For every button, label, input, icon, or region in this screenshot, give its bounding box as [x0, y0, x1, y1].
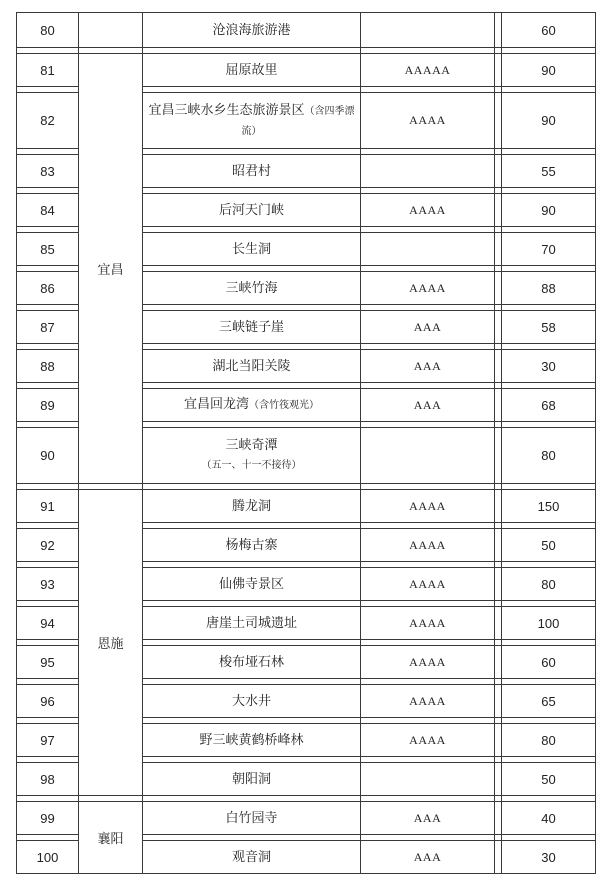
rating-level: [361, 155, 495, 188]
row-number: 82: [17, 93, 79, 149]
spot-name-cell: [143, 568, 361, 601]
row-number: 92: [17, 529, 79, 562]
ticket-price: 50: [502, 529, 596, 562]
spot-name: 沧浪海旅游港: [212, 22, 291, 38]
spot-name-cell: [143, 93, 361, 149]
spot-name: 仙佛寺景区: [218, 576, 284, 592]
spot-name-cell: [143, 13, 361, 48]
ticket-price: 60: [502, 13, 596, 48]
row-number: 95: [17, 646, 79, 679]
spot-name-cell: [143, 802, 361, 835]
rating-level: [361, 428, 495, 484]
ticket-price: 30: [502, 841, 596, 874]
row-number: 87: [17, 311, 79, 344]
spot-name: 大水井: [231, 693, 271, 709]
ticket-price: 30: [502, 350, 596, 383]
column-gap: [495, 490, 502, 523]
ticket-price: 65: [502, 685, 596, 718]
rating-level: [361, 763, 495, 796]
spot-note: （五一、十一不接待）: [201, 460, 302, 471]
column-gap: [495, 389, 502, 422]
spot-name-cell: [143, 311, 361, 344]
rating-level: AAAA: [361, 646, 495, 679]
row-number: 99: [17, 802, 79, 835]
spot-name-cell: [143, 272, 361, 305]
spot-name-cell: [143, 763, 361, 796]
spot-name: 宜昌回龙湾: [183, 397, 249, 412]
spot-name: 杨梅古寨: [225, 537, 278, 553]
row-number: 96: [17, 685, 79, 718]
spot-name-cell: [143, 428, 361, 484]
column-gap: [495, 155, 502, 188]
column-gap: [495, 93, 502, 149]
row-number: 93: [17, 568, 79, 601]
column-gap: [495, 13, 502, 48]
spot-name-cell: [143, 54, 361, 87]
ticket-price: 80: [502, 568, 596, 601]
ticket-price: 100: [502, 607, 596, 640]
spot-name-cell: [143, 350, 361, 383]
rating-level: AAAA: [361, 685, 495, 718]
spot-name: 长生洞: [231, 241, 271, 257]
column-gap: [495, 763, 502, 796]
rating-level: [361, 13, 495, 48]
table-row: [17, 54, 596, 87]
spot-name-cell: [143, 389, 361, 422]
row-number: 83: [17, 155, 79, 188]
ticket-price: 88: [502, 272, 596, 305]
ticket-price: 70: [502, 233, 596, 266]
spot-name: 湖北当阳关陵: [212, 358, 291, 374]
table-row: [17, 490, 596, 523]
rating-level: AAAAA: [361, 54, 495, 87]
row-number: 98: [17, 763, 79, 796]
row-number: 100: [17, 841, 79, 874]
rating-level: AAA: [361, 311, 495, 344]
spot-name: 白竹园寺: [225, 810, 278, 826]
column-gap: [495, 646, 502, 679]
row-number: 81: [17, 54, 79, 87]
column-gap: [495, 311, 502, 344]
ticket-price: 90: [502, 54, 596, 87]
ticket-price: 50: [502, 763, 596, 796]
column-gap: [495, 802, 502, 835]
table-row: [17, 802, 596, 835]
spot-name-cell: [143, 607, 361, 640]
ticket-price: 80: [502, 428, 596, 484]
rating-level: AAAA: [361, 568, 495, 601]
column-gap: [495, 428, 502, 484]
row-number: 97: [17, 724, 79, 757]
column-gap: [495, 685, 502, 718]
column-gap: [495, 350, 502, 383]
row-number: 89: [17, 389, 79, 422]
rating-level: AAA: [361, 350, 495, 383]
city-cell: [79, 13, 143, 48]
rating-level: AAAA: [361, 490, 495, 523]
spot-name: 昭君村: [231, 163, 271, 179]
rating-level: AAAA: [361, 194, 495, 227]
spot-name-cell: [143, 529, 361, 562]
spot-name: 野三峡黄鹤桥峰林: [199, 732, 304, 748]
city-cell: 宜昌: [79, 54, 143, 484]
spot-name: 腾龙洞: [231, 498, 271, 514]
ticket-price: 40: [502, 802, 596, 835]
rating-level: AAAA: [361, 607, 495, 640]
spot-name: 梭布垭石林: [218, 654, 284, 670]
spot-name-cell: [143, 685, 361, 718]
spot-name-cell: [143, 841, 361, 874]
row-number: 85: [17, 233, 79, 266]
rating-level: AAAA: [361, 724, 495, 757]
row-number: 88: [17, 350, 79, 383]
column-gap: [495, 272, 502, 305]
rating-level: AAAA: [361, 93, 495, 149]
row-number: 80: [17, 13, 79, 48]
rating-level: AAA: [361, 389, 495, 422]
rating-level: AAA: [361, 841, 495, 874]
spot-name: 唐崖土司城遗址: [205, 615, 297, 631]
row-number: 84: [17, 194, 79, 227]
table-row: [17, 13, 596, 48]
ticket-price: 80: [502, 724, 596, 757]
spot-name: 观音洞: [231, 849, 271, 865]
row-number: 91: [17, 490, 79, 523]
spot-name-cell: [143, 194, 361, 227]
ticket-price: 150: [502, 490, 596, 523]
spot-name: 朝阳洞: [231, 771, 271, 787]
spot-name: 屈原故里: [225, 62, 278, 78]
column-gap: [495, 194, 502, 227]
spot-note: （含四季漂流）: [241, 105, 355, 137]
rating-level: [361, 233, 495, 266]
scenic-spot-table: [16, 12, 596, 874]
spot-name: 三峡奇潭: [225, 438, 278, 453]
spot-name-cell: [143, 646, 361, 679]
spot-name: 三峡链子崖: [218, 319, 284, 335]
spot-name-cell: [143, 724, 361, 757]
spot-name: 后河天门峡: [218, 202, 284, 218]
ticket-price: 58: [502, 311, 596, 344]
row-number: 94: [17, 607, 79, 640]
spot-name-cell: [143, 490, 361, 523]
spot-name-cell: [143, 233, 361, 266]
ticket-price: 90: [502, 93, 596, 149]
column-gap: [495, 54, 502, 87]
rating-level: AAAA: [361, 529, 495, 562]
column-gap: [495, 841, 502, 874]
column-gap: [495, 568, 502, 601]
spot-name: 三峡竹海: [225, 280, 278, 296]
column-gap: [495, 233, 502, 266]
spot-name-cell: [143, 155, 361, 188]
rating-level: AAA: [361, 802, 495, 835]
column-gap: [495, 607, 502, 640]
row-number: 86: [17, 272, 79, 305]
city-cell: 恩施: [79, 490, 143, 796]
ticket-price: 68: [502, 389, 596, 422]
column-gap: [495, 529, 502, 562]
rating-level: AAAA: [361, 272, 495, 305]
row-number: 90: [17, 428, 79, 484]
ticket-price: 60: [502, 646, 596, 679]
column-gap: [495, 724, 502, 757]
ticket-price: 55: [502, 155, 596, 188]
city-cell: 襄阳: [79, 802, 143, 874]
spot-name: 宜昌三峡水乡生态旅游景区: [148, 102, 305, 118]
ticket-price: 90: [502, 194, 596, 227]
spot-note: （含竹筏观光）: [249, 400, 319, 411]
